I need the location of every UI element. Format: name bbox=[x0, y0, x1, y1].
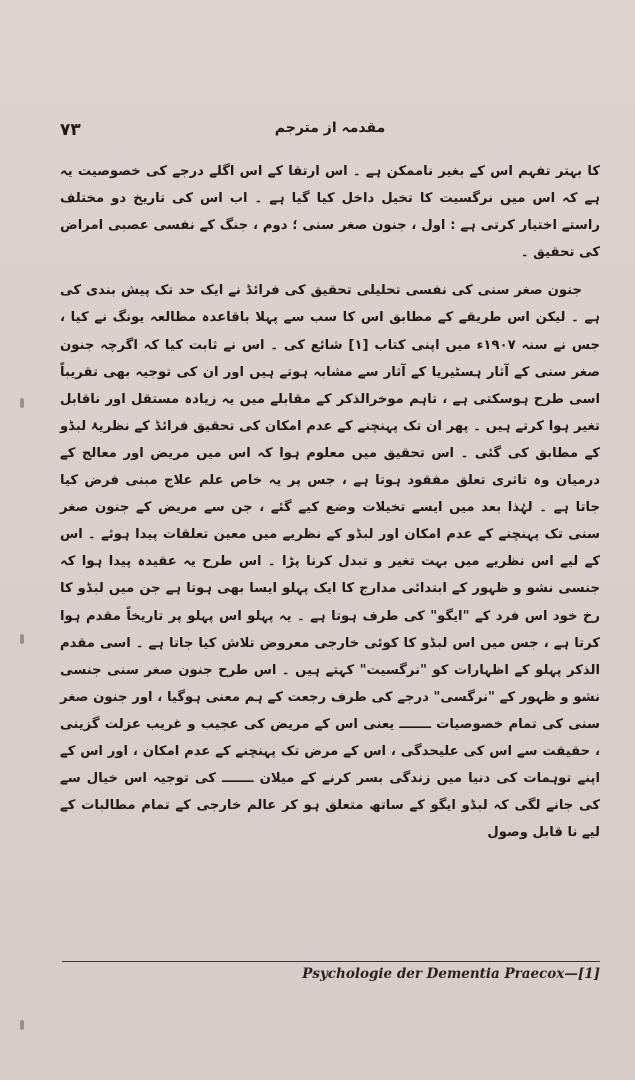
body-text bbox=[60, 158, 600, 846]
paragraph-2-text: جنون صغر سنی کی نفسی تحلیلی تحقیق کی فرائڈ نے ایک حد تک پیش بندی کی ہے ۔ لیکن اس طریقے کے مطابق اس کا سب سے پہلا باقاعدہ مطالعہ یونگ نے کیا ، جس نے سنہ ۱۹۰۷ء میں اپنی کتاب [۱] شائع کی ۔ اس نے ثابت کیا کہ اگرچہ جنون صغر سنی کے آثار ہسٹیریا کے آثار سے مشابہ ہوتے ہیں اور ان کی توجیہ بھی تقریباً اسی طرح ہوسکتی ہے ، تاہم موخرالذکر کے مقابلے میں یہ زیادہ مستقل اور ناقابل تغیر ہوا کرتے ہیں ۔ پھر ان تک پہنچنے کے عدم امکان کی تحقیق فرائڈ کے نظریۂ لبڈو کے مطابق کی گئی ۔ اس تحقیق میں معلوم ہوا کہ اس میں مریض اور معالج کے درمیان وہ تاثری تعلق مفقود ہوتا ہے ، جس پر یہ خاص علم علاج مبنی فرض کیا جاتا ہے ۔ لہٰذا بعد میں ایسے تخیلات وضع کیے گئے ، جن سے مریض کے جنون صغر سنی تک پہنچنے کے عدم امکان اور لبڈو کے نظریے میں معین تعلقات پیدا ہوئے ۔ اس کے لیے اس نظریے میں بہت تغیر و تبدل کرنا پڑا ۔ اس طرح یہ عقیدہ پیدا ہوا کہ جنسی نشو و ظہور کے ابتدائی مدارج کا ایک پہلو ایسا بھی ہوتا ہے جن میں لبڈو کا رخ خود اس فرد کے "ایگو" کی طرف ہوتا ہے ۔ یہ پہلو اس پہلو پر تاریخاً مقدم ہوا کرتا ہے ، جس میں اس لبڈو کا کوئی خارجی معروض تلاش کیا جاتا ہے ۔ اسی مقدم الذکر پہلو کے اظہارات کو "نرگسیت" کہتے ہیں ۔ اس طرح جنون صغر سنی جنسی نشو و ظہور کے "نرگسی" درجے کی طرف رجعت کے ہم معنی ہوگیا ، اور جنون صغر سنی کی تمام خصوصیات ـــــــ یعنی اس کے مریض کی عجیب و غریب عزلت گزینی ، حقیقت سے اس کی علیحدگی ، اس کے مرض تک پہنچنے کے عدم امکان ، اور اس کے اپنے توہمات کی دنیا میں زندگی بسر کرنے کے میلان ـــــــ کی توجیہ اس خیال سے کی جانے لگی کہ لبڈو ایگو کے ساتھ متعلق ہو کر عالم خارجی کے تمام مطالبات کے لیے نا قابل وصول bbox=[60, 283, 600, 841]
paragraph-2 bbox=[60, 277, 600, 846]
page-number: ۷۳ bbox=[60, 120, 81, 140]
footnote-rule bbox=[62, 961, 600, 962]
page-header bbox=[60, 118, 600, 146]
scan-edge-mark bbox=[20, 634, 24, 644]
paragraph-1: کا بہتر تفہم اس کے بغیر ناممکن ہے ۔ اس ارتقا کے اس اگلے درجے کی خصوصیت یہ ہے کہ اس میں نرگسیت کا تخیل داخل کیا گیا ہے ۔ اب اس کی تاریخ دو مختلف راستے اختیار کرتی ہے : اول ، جنون صغر سنی ؛ دوم ، جنگ کے نفسی عصبی امراض کی تحقیق ۔ bbox=[60, 164, 600, 261]
running-title: مقدمہ از مترجم bbox=[274, 120, 386, 136]
scan-edge-mark bbox=[20, 398, 24, 408]
footnote: Psychologie der Dementia Praecox—[1] bbox=[302, 966, 600, 982]
scan-edge-mark bbox=[20, 1020, 24, 1030]
